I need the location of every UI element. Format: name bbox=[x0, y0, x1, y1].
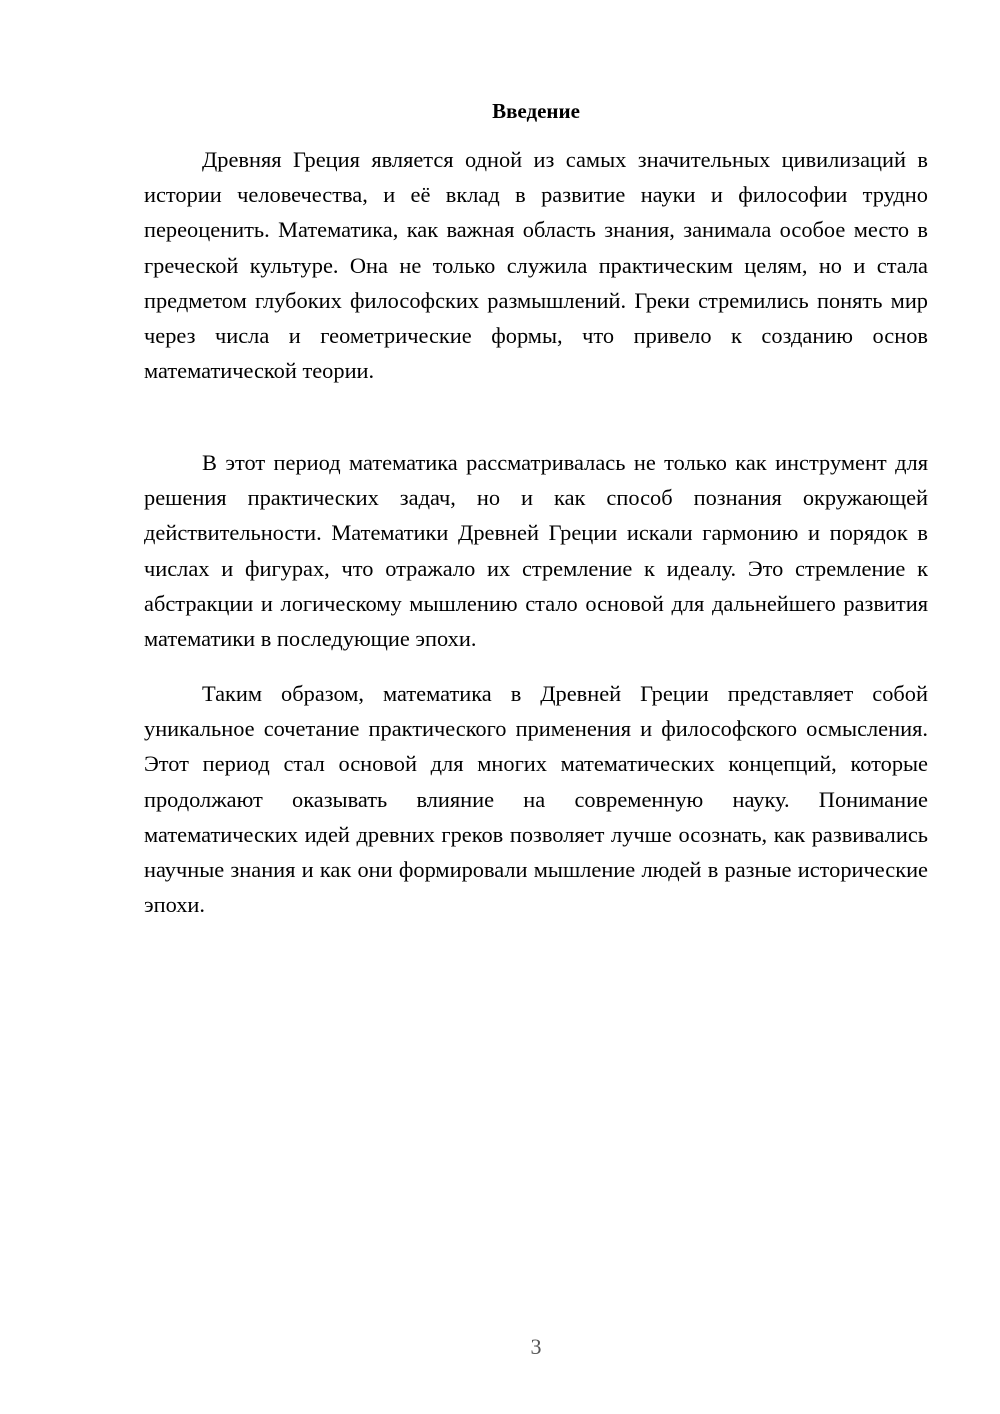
section-heading: Введение bbox=[492, 99, 580, 123]
paragraph-2: В этот период математика рассматривалась не только как инструмент для решения практических задач, но и как способ познания окружающей действительности. Математики Древней Греции искали гармонию и порядок в числах и фигурах, что отражало их стремление к идеалу. Это стремление к абстракции и логическому мышлению стало основой для дальнейшего развития математики в последующие эпохи. bbox=[144, 450, 928, 652]
paragraph-1: Древняя Греция является одной из самых значительных цивилизаций в истории человечества, и её вклад в развитие науки и философии трудно переоценить. Математика, как важная область знания, занимала особое место в греческой культуре. Она не только служила практическим целям, но и стала предметом глубоких философских размышлений. Греки стремились понять мир через числа и геометрические формы, что привело к созданию основ математической теории. bbox=[144, 147, 928, 384]
page-number: 3 bbox=[530, 1334, 542, 1359]
paragraph-3: Таким образом, математика в Древней Греции представляет собой уникальное сочетание практического применения и философского осмысления. Этот период стал основой для многих математических концепций, которые продолжают оказывать влияние на современную науку. Понимание математических идей древних греков позволяет лучше осознать, как развивались научные знания и как они формировали мышление людей в разные исторические эпохи. bbox=[144, 681, 928, 918]
